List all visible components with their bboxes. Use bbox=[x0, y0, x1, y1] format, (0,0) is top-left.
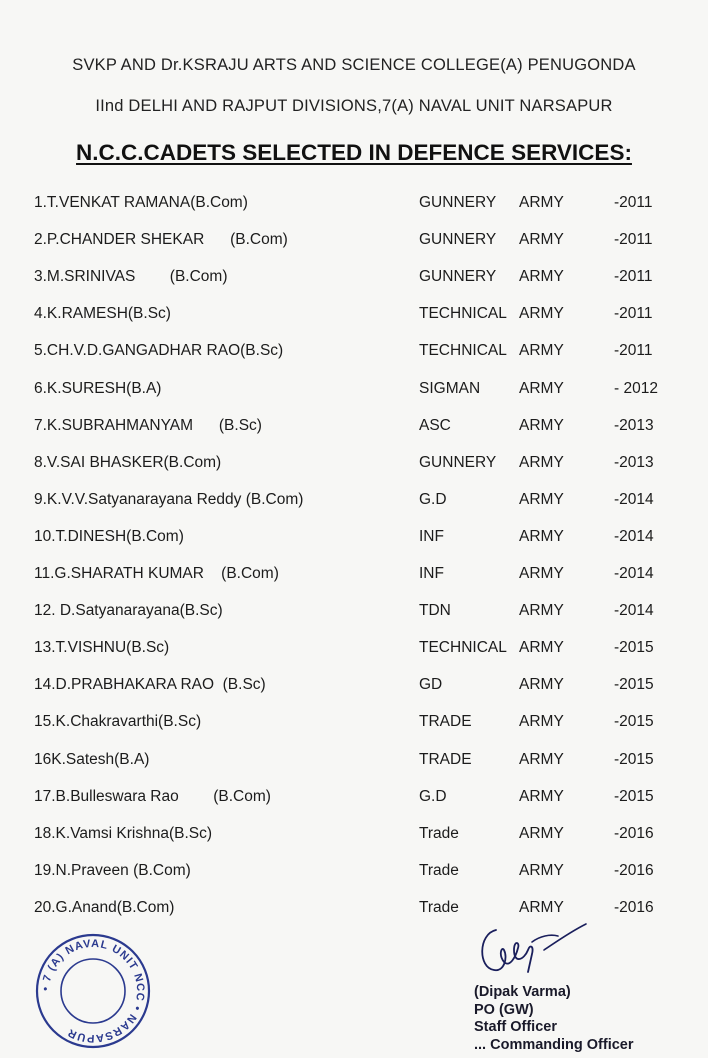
cadet-year: -2016 bbox=[614, 898, 654, 916]
cadet-branch: TECHNICAL bbox=[419, 342, 507, 360]
cadet-row bbox=[0, 268, 708, 292]
cadet-row bbox=[0, 417, 708, 441]
cadet-year: - 2012 bbox=[614, 379, 658, 397]
cadet-branch: Trade bbox=[419, 824, 459, 842]
cadet-branch: SIGMAN bbox=[419, 379, 481, 397]
cadet-year: -2011 bbox=[614, 305, 653, 323]
cadet-service: ARMY bbox=[519, 639, 564, 657]
cadet-year: -2015 bbox=[614, 639, 654, 657]
cadet-branch: INF bbox=[419, 527, 444, 545]
cadet-branch: TRADE bbox=[419, 713, 472, 731]
cadet-row bbox=[0, 639, 708, 663]
cadet-name: 9.K.V.V.Satyanarayana Reddy (B.Com) bbox=[34, 490, 304, 508]
cadet-name: 18.K.Vamsi Krishna(B.Sc) bbox=[34, 824, 213, 842]
cadet-row bbox=[0, 194, 708, 218]
cadet-service: ARMY bbox=[519, 565, 564, 582]
cadet-row bbox=[0, 602, 708, 626]
cadet-service: ARMY bbox=[519, 453, 564, 471]
cadet-row bbox=[0, 491, 708, 515]
svg-text:• 7 (A) NAVAL UNIT NCC • NARSA bbox=[40, 938, 146, 1044]
cadet-name: 19.N.Praveen (B.Com) bbox=[34, 861, 191, 879]
cadet-branch: G.D bbox=[419, 490, 447, 508]
signature-scribble bbox=[474, 920, 594, 980]
cadet-name: 20.G.Anand(B.Com) bbox=[34, 898, 175, 916]
cadet-row bbox=[0, 825, 708, 849]
cadet-name: 5.CH.V.D.GANGADHAR RAO(B.Sc) bbox=[34, 342, 284, 360]
cadet-name: 8.V.SAI BHASKER(B.Com) bbox=[34, 453, 222, 471]
cadet-name: 14.D.PRABHAKARA RAO (B.Sc) bbox=[34, 676, 266, 694]
cadet-service: ARMY bbox=[519, 750, 564, 768]
cadet-service: ARMY bbox=[519, 713, 564, 731]
cadet-branch: Trade bbox=[419, 861, 459, 879]
cadet-name: 11.G.SHARATH KUMAR (B.Com) bbox=[34, 565, 279, 582]
unit-header: IInd DELHI AND RAJPUT DIVISIONS,7(A) NAVAL UNIT NARSAPUR bbox=[95, 97, 613, 115]
signatory-rank: PO (GW) bbox=[474, 1001, 534, 1018]
cadet-name: 12. D.Satyanarayana(B.Sc) bbox=[34, 602, 223, 620]
cadet-row bbox=[0, 751, 708, 775]
page-title: N.C.C.CADETS SELECTED IN DEFENCE SERVICES: bbox=[76, 140, 632, 165]
signature-block bbox=[474, 984, 634, 1054]
cadet-service: ARMY bbox=[519, 231, 564, 249]
cadet-name: 15.K.Chakravarthi(B.Sc) bbox=[34, 713, 202, 731]
naval-unit-stamp bbox=[34, 932, 152, 1050]
cadet-service: ARMY bbox=[519, 602, 564, 620]
cadet-service: ARMY bbox=[519, 787, 564, 805]
cadet-branch: GUNNERY bbox=[419, 453, 497, 471]
cadet-branch: INF bbox=[419, 565, 444, 582]
cadet-row bbox=[0, 231, 708, 255]
cadet-year: -2015 bbox=[614, 713, 654, 731]
cadet-service: ARMY bbox=[519, 194, 564, 211]
cadet-service: ARMY bbox=[519, 268, 564, 286]
cadet-name: 13.T.VISHNU(B.Sc) bbox=[34, 639, 170, 657]
cadet-year: -2014 bbox=[614, 602, 654, 620]
cadet-service: ARMY bbox=[519, 861, 564, 879]
cadet-year: -2013 bbox=[614, 416, 654, 434]
cadet-year: -2011 bbox=[614, 342, 653, 360]
cadet-year: -2011 bbox=[614, 268, 653, 286]
signatory-name: (Dipak Varma) bbox=[474, 984, 571, 1000]
cadet-branch: GUNNERY bbox=[419, 231, 497, 249]
cadet-year: -2011 bbox=[614, 194, 653, 211]
cadet-row bbox=[0, 862, 708, 886]
cadet-service: ARMY bbox=[519, 824, 564, 842]
cadet-row bbox=[0, 788, 708, 812]
cadet-branch: TECHNICAL bbox=[419, 639, 507, 657]
stamp-text: • 7 (A) NAVAL UNIT NCC • NARSAPUR bbox=[39, 937, 147, 1045]
cadet-service: ARMY bbox=[519, 416, 564, 434]
cadet-year: -2011 bbox=[614, 231, 653, 249]
cadet-service: ARMY bbox=[519, 342, 564, 360]
cadet-row bbox=[0, 899, 708, 923]
cadet-branch: ASC bbox=[419, 416, 451, 434]
cadet-branch: G.D bbox=[419, 787, 447, 805]
cadet-service: ARMY bbox=[519, 676, 564, 694]
cadet-name: 3.M.SRINIVAS (B.Com) bbox=[34, 268, 228, 286]
cadet-branch: GD bbox=[419, 676, 443, 694]
cadet-service: ARMY bbox=[519, 379, 564, 397]
cadet-branch: TECHNICAL bbox=[419, 305, 507, 323]
cadet-branch: GUNNERY bbox=[419, 268, 497, 286]
cadet-year: -2014 bbox=[614, 490, 654, 508]
cadet-row bbox=[0, 676, 708, 700]
cadet-name: 1.T.VENKAT RAMANA(B.Com) bbox=[34, 194, 248, 211]
cadet-service: ARMY bbox=[519, 305, 564, 323]
cadet-year: -2016 bbox=[614, 824, 654, 842]
cadet-name: 4.K.RAMESH(B.Sc) bbox=[34, 305, 171, 323]
signatory-role: Staff Officer bbox=[474, 1019, 557, 1035]
cadet-name: 7.K.SUBRAHMANYAM (B.Sc) bbox=[34, 416, 262, 434]
cadet-name: 6.K.SURESH(B.A) bbox=[34, 379, 162, 397]
cadet-name: 2.P.CHANDER SHEKAR (B.Com) bbox=[34, 231, 288, 249]
cadet-row bbox=[0, 305, 708, 329]
college-header: SVKP AND Dr.KSRAJU ARTS AND SCIENCE COLLEGE(A) PENUGONDA bbox=[72, 56, 636, 74]
cadet-branch: Trade bbox=[419, 898, 459, 916]
cadet-branch: GUNNERY bbox=[419, 194, 497, 211]
cadet-year: -2015 bbox=[614, 676, 654, 694]
cadet-row bbox=[0, 380, 708, 404]
cadet-name: 17.B.Bulleswara Rao (B.Com) bbox=[34, 787, 271, 805]
cadet-year: -2014 bbox=[614, 565, 654, 582]
cadet-row bbox=[0, 454, 708, 478]
cadet-year: -2013 bbox=[614, 453, 654, 471]
cadet-service: ARMY bbox=[519, 898, 564, 916]
cadet-row bbox=[0, 342, 708, 366]
cadet-year: -2016 bbox=[614, 861, 654, 879]
cadet-year: -2015 bbox=[614, 750, 654, 768]
cadet-year: -2014 bbox=[614, 527, 654, 545]
cadet-name: 10.T.DINESH(B.Com) bbox=[34, 527, 184, 545]
cadet-name: 16K.Satesh(B.A) bbox=[34, 750, 150, 768]
cadet-service: ARMY bbox=[519, 490, 564, 508]
cadet-branch: TRADE bbox=[419, 750, 472, 768]
signatory-role-2: ... Commanding Officer bbox=[474, 1036, 634, 1053]
cadet-branch: TDN bbox=[419, 602, 451, 620]
cadet-row bbox=[0, 713, 708, 737]
cadet-row bbox=[0, 565, 708, 589]
cadet-service: ARMY bbox=[519, 527, 564, 545]
cadet-row bbox=[0, 528, 708, 552]
cadet-year: -2015 bbox=[614, 787, 654, 805]
